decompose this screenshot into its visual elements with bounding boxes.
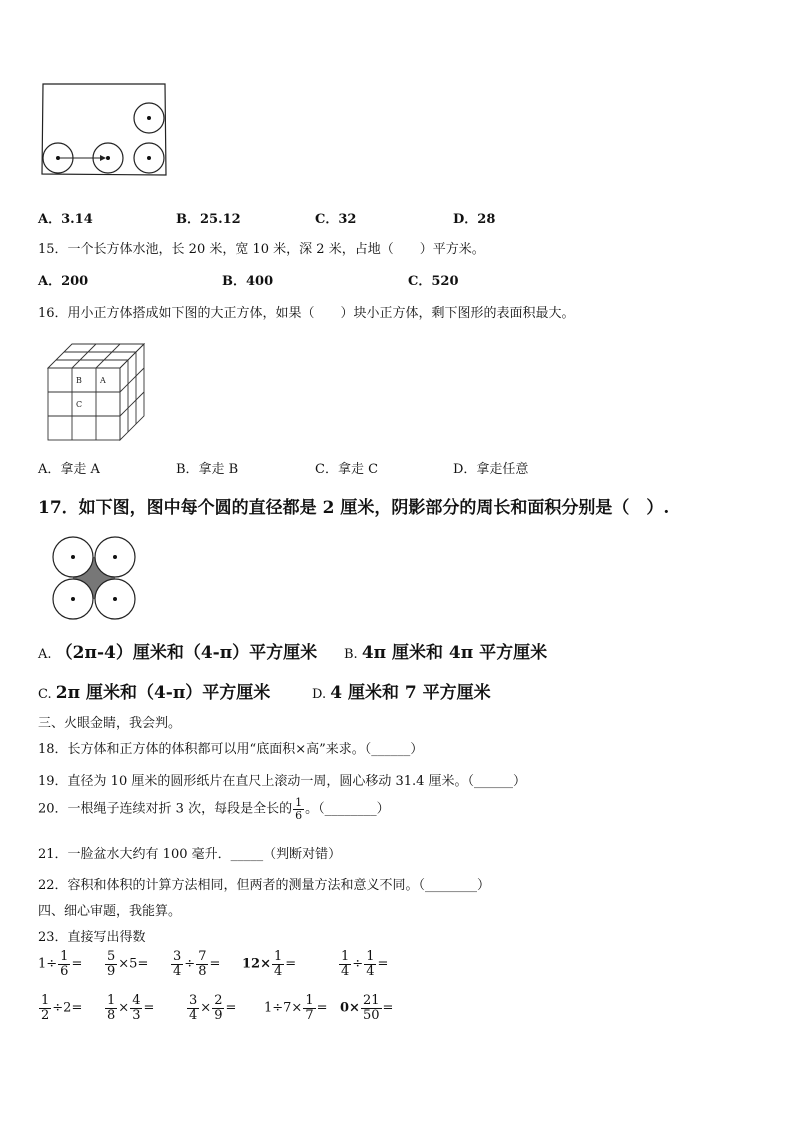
q16-text: 16．用小正方体搭成如下图的大正方体，如果（ ）块小正方体，剩下图形的表面积最大。 (38, 306, 575, 321)
calc-expression: 1÷ $\frac{1}{6}$ = (38, 949, 83, 979)
q14-rectangle (42, 84, 166, 175)
q14-figure (40, 82, 170, 178)
q23-text: 23．直接写出得数 (38, 930, 146, 945)
q16-cube-label-b: B (76, 376, 82, 385)
calc-expression: 0× $\frac{21}{50}$ = (340, 993, 394, 1023)
calc-expression: 12× $\frac{1}{4}$ = (242, 949, 297, 979)
q17-option-a: A. （2π-4）厘米和（4-π）平方厘米 (38, 643, 318, 663)
q19-text: 19．直径为 10 厘米的圆形纸片在直尺上滚动一周，圆心移动 31.4 厘米。（______） (38, 774, 527, 789)
q15-option-c: C．520 (408, 274, 459, 289)
q20-text: 20．一根绳子连续对折 3 次，每段是全长的 $\frac{1}{6}$ 。（________） (38, 796, 390, 822)
q16-cube-label-c: C (76, 400, 83, 409)
q14-option-b: B．25.12 (176, 212, 241, 227)
section4-title: 四、细心审题，我能算。 (38, 904, 182, 919)
q17-circles-figure (52, 536, 136, 620)
q16-option-b: B．拿走 B (176, 462, 239, 477)
q16-option-d: D．拿走任意 (453, 462, 529, 477)
q18-text: 18．长方体和正方体的体积都可以用“底面积×高”来求。（______） (38, 742, 424, 757)
q16-cube-figure (46, 342, 146, 442)
calc-expression: $\frac{3}{4}$ ÷ $\frac{7}{8}$ = (173, 949, 221, 979)
q16-cube-label-a: A (100, 376, 106, 385)
q16-option-c: C．拿走 C (315, 462, 379, 477)
q15-option-a: A．200 (38, 274, 89, 289)
q15-option-b: B．400 (222, 274, 274, 289)
q14-option-c: C．32 (315, 212, 357, 227)
calc-expression: $\frac{5}{9}$ ×5= (107, 949, 149, 979)
q22-text: 22．容积和体积的计算方法相同，但两者的测量方法和意义不同。（________） (38, 878, 491, 893)
calc-expression: $\frac{1}{2}$ ÷2= (41, 993, 83, 1023)
calc-expression: $\frac{3}{4}$ × $\frac{2}{9}$ = (189, 993, 237, 1023)
q14-option-d: D．28 (453, 212, 496, 227)
q17-text: 17．如下图，图中每个圆的直径都是 2 厘米，阴影部分的周长和面积分别是（ ）. (38, 498, 670, 518)
q17-option-c: C. 2π 厘米和（4-π）平方厘米 (38, 683, 271, 703)
q14-option-a: A．3.14 (38, 212, 93, 227)
section3-title: 三、火眼金睛，我会判。 (38, 716, 182, 731)
q17-option-d: D. 4 厘米和 7 平方厘米 (312, 683, 491, 703)
q16-option-a: A．拿走 A (38, 462, 100, 477)
calc-expression: $\frac{1}{8}$ × $\frac{4}{3}$ = (107, 993, 155, 1023)
calc-expression: 1÷7× $\frac{1}{7}$ = (264, 993, 328, 1023)
q21-text: 21．一脸盆水大约有 100 毫升．_____（判断对错） (38, 847, 342, 862)
calc-expression: $\frac{1}{4}$ ÷ $\frac{1}{4}$ = (341, 949, 389, 979)
q15-text: 15．一个长方体水池，长 20 米，宽 10 米，深 2 米，占地（ ）平方米。 (38, 242, 485, 257)
q17-option-b: B. 4π 厘米和 4π 平方厘米 (344, 643, 548, 663)
q20-fraction: $\frac{1}{6}$ (295, 796, 303, 822)
